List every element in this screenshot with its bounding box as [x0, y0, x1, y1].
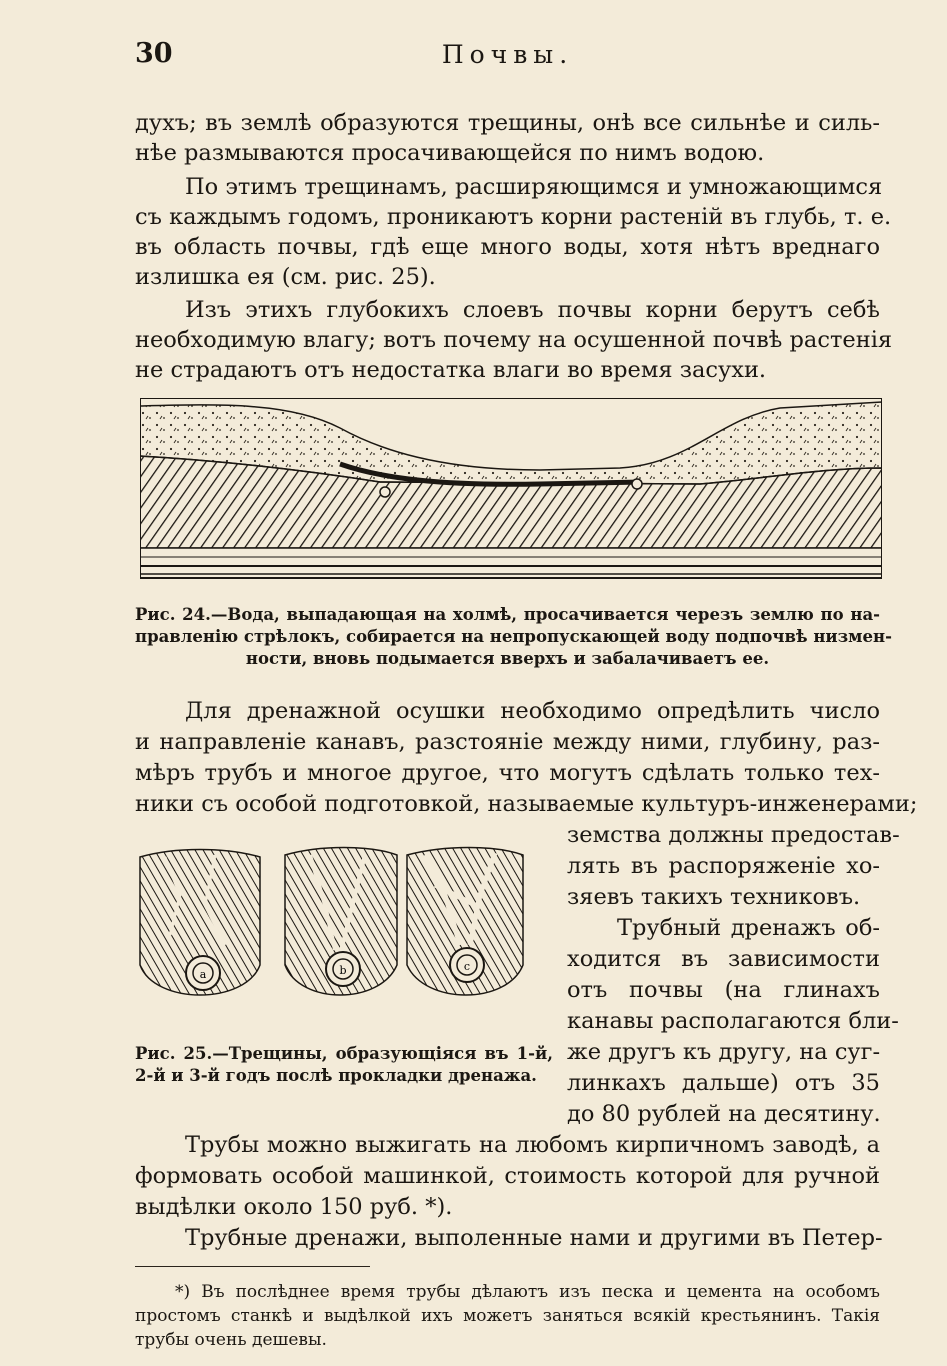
body-line: По этимъ трещинамъ, расширяющимся и умножающимся: [185, 174, 883, 200]
body-line: духъ; въ землѣ образуются трещины, онѣ все сильнѣе и силь-: [135, 110, 880, 136]
figure-24-caption: правленію стрѣлокъ, собирается на непропускающей воду подпочвѣ низмен-: [135, 627, 892, 646]
body-line: ходится въ зависимости: [567, 946, 880, 972]
body-line: формовать особой машинкой, стоимость которой для ручной: [135, 1163, 880, 1189]
body-line: необходимую влагу; вотъ почему на осушенной почвѣ растенія: [135, 327, 893, 353]
page-number: 30: [135, 38, 173, 69]
footnote-line: простомъ станкѣ и выдѣлкой ихъ можетъ заняться всякій крестьянинъ. Такія: [135, 1306, 880, 1326]
figure-24-caption: Рис. 24.—Вода, выпадающая на холмѣ, просачивается черезъ землю по на-: [135, 605, 880, 624]
figure-25-label-c: c: [463, 960, 471, 973]
figure-25-caption: Рис. 25.—Трещины, образующіяся въ 1-й,: [135, 1044, 553, 1063]
body-line: отъ почвы (на глинахъ: [567, 977, 880, 1003]
footnote-line: *) Въ послѣднее время трубы дѣлаютъ изъ песка и цемента на особомъ: [175, 1282, 880, 1302]
body-line: Трубные дренажи, выполенные нами и другими въ Петер-: [185, 1225, 883, 1251]
figure-25-label-b: b: [339, 964, 347, 977]
body-line: земства должны предостав-: [567, 822, 900, 848]
figure-25-caption: 2-й и 3-й годъ послѣ прокладки дренажа.: [135, 1066, 537, 1085]
body-line: лять въ распоряженіе хо-: [567, 853, 880, 879]
body-line: Трубный дренажъ об-: [617, 915, 880, 941]
body-line: же другъ къ другу, на суг-: [567, 1039, 881, 1065]
body-line: зяевъ такихъ техниковъ.: [567, 884, 861, 910]
running-title: Почвы.: [441, 40, 574, 69]
body-line: канавы располагаются бли-: [567, 1008, 899, 1034]
footnote-line: трубы очень дешевы.: [135, 1330, 327, 1350]
body-line: нѣе размываются просачивающейся по нимъ водою.: [135, 140, 765, 166]
body-line: линкахъ дальше) отъ 35: [567, 1070, 880, 1096]
body-line: и направленіе канавъ, разстояніе между ними, глубину, раз-: [135, 729, 880, 755]
figure-25-drain-cracks: [135, 845, 553, 1015]
body-line: Изъ этихъ глубокихъ слоевъ почвы корни берутъ себѣ: [185, 297, 880, 323]
body-line: мѣръ трубъ и многое другое, что могутъ сдѣлать только тех-: [135, 760, 880, 786]
body-line: не страдаютъ отъ недостатка влаги во время засухи.: [135, 357, 767, 383]
body-line: съ каждымъ годомъ, проникаютъ корни растеній въ глубь, т. е.: [135, 204, 892, 230]
footnote-divider: [135, 1266, 370, 1267]
body-line: Для дренажной осушки необходимо опредѣлить число: [185, 698, 880, 724]
body-line: до 80 рублей на десятину.: [567, 1101, 881, 1127]
body-line: Трубы можно выжигать на любомъ кирпичномъ заводѣ, а: [185, 1132, 880, 1158]
body-line: ники съ особой подготовкой, называемые культуръ-инженерами;: [135, 791, 918, 817]
body-line: выдѣлки около 150 руб. *).: [135, 1194, 453, 1220]
body-line: въ область почвы, гдѣ еще много воды, хотя нѣтъ вреднаго: [135, 234, 880, 260]
page-header: [135, 38, 880, 78]
figure-24-soil-cross-section: [140, 398, 882, 584]
figure-24-caption: ности, вновь подымается вверхъ и забалачиваетъ ее.: [245, 649, 770, 668]
figure-25-label-a: a: [199, 968, 207, 981]
body-line: излишка ея (см. рис. 25).: [135, 264, 436, 290]
